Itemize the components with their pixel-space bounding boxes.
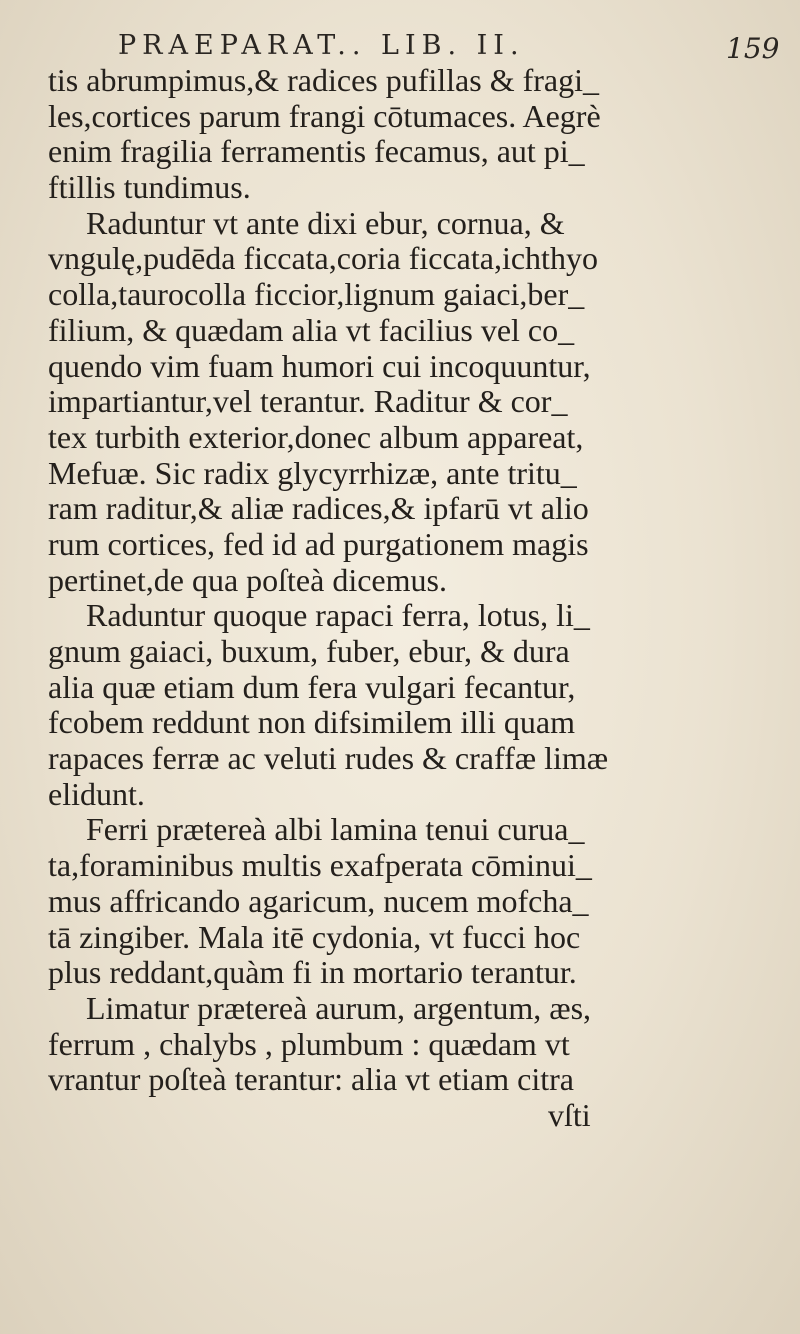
text-line: Mefuæ. Sic radix glycyrrhizæ, ante tritu_ [48,455,577,491]
text-line: vngulę,pudēda ficcata,coria ficcata,ichthyo [48,241,598,277]
text-line: pertinet,de qua poſteà dicemus. [48,562,447,598]
text-line: gnum gaiaci, buxum, fuber, ebur, & dura [48,634,570,669]
text-line: tis abrumpimus,& radices pufillas & fragi_ [48,63,599,98]
text-line: tā zingiber. Mala itē cydonia, vt fucci hoc [48,919,581,955]
text-line: colla,taurocolla ficcior,lignum gaiaci,ber_ [48,277,585,313]
text-line: ram raditur,& aliæ radices,& ipfarū vt alio [48,491,589,527]
text-line: impartiantur,vel terantur. Raditur & cor_ [48,384,568,420]
text-line: tex turbith exterior,donec album appareat, [48,419,584,455]
text-line: elidunt. [48,776,145,812]
paragraph-start-line: Limatur prætereà aurum, argentum, æs, [86,990,592,1026]
paragraph-start-line: Raduntur quoque rapaci ferra, lotus, li_ [86,598,590,634]
page-number: 159 [726,32,780,65]
paragraph-start-line: Raduntur vt ante dixi ebur, cornua, & [86,205,565,241]
text-line: rum cortices, fed id ad purgationem magis [48,526,589,562]
text-line: fcobem reddunt non difsimilem illi quam [48,705,576,741]
text-line: alia quæ etiam dum fera vulgari fecantur, [48,669,576,705]
text-line: filium, & quædam alia vt facilius vel co_ [48,312,575,348]
catchword: vſti [548,1097,591,1133]
text-line: ferrum , chalybs , plumbum : quædam vt [48,1026,570,1062]
text-line: quendo vim fuam humori cui incoquuntur, [48,348,591,384]
running-head [0,28,800,68]
text-line: mus affricando agaricum, nucem mofcha_ [48,883,589,919]
text-line: rapaces ferræ ac veluti rudes & craffæ limæ [48,741,609,777]
text-block [48,63,768,1134]
text-line: les,cortices parum frangi cōtumaces. Aegrè [48,98,601,134]
text-line: enim fragilia ferramentis fecamus, aut pi_ [48,134,585,170]
text-line: plus reddant,quàm fi in mortario terantur. [48,955,577,991]
text-line: vrantur poſteà terantur: alia vt etiam citra [48,1062,574,1098]
text-line: ftillis tundimus. [48,170,251,206]
text-line: ta,foraminibus multis exafperata cōminui_ [48,848,592,884]
running-title: PRAEPARAT.. LIB. II. [118,30,525,61]
paragraph-start-line: Ferri prætereà albi lamina tenui curua_ [86,812,585,848]
